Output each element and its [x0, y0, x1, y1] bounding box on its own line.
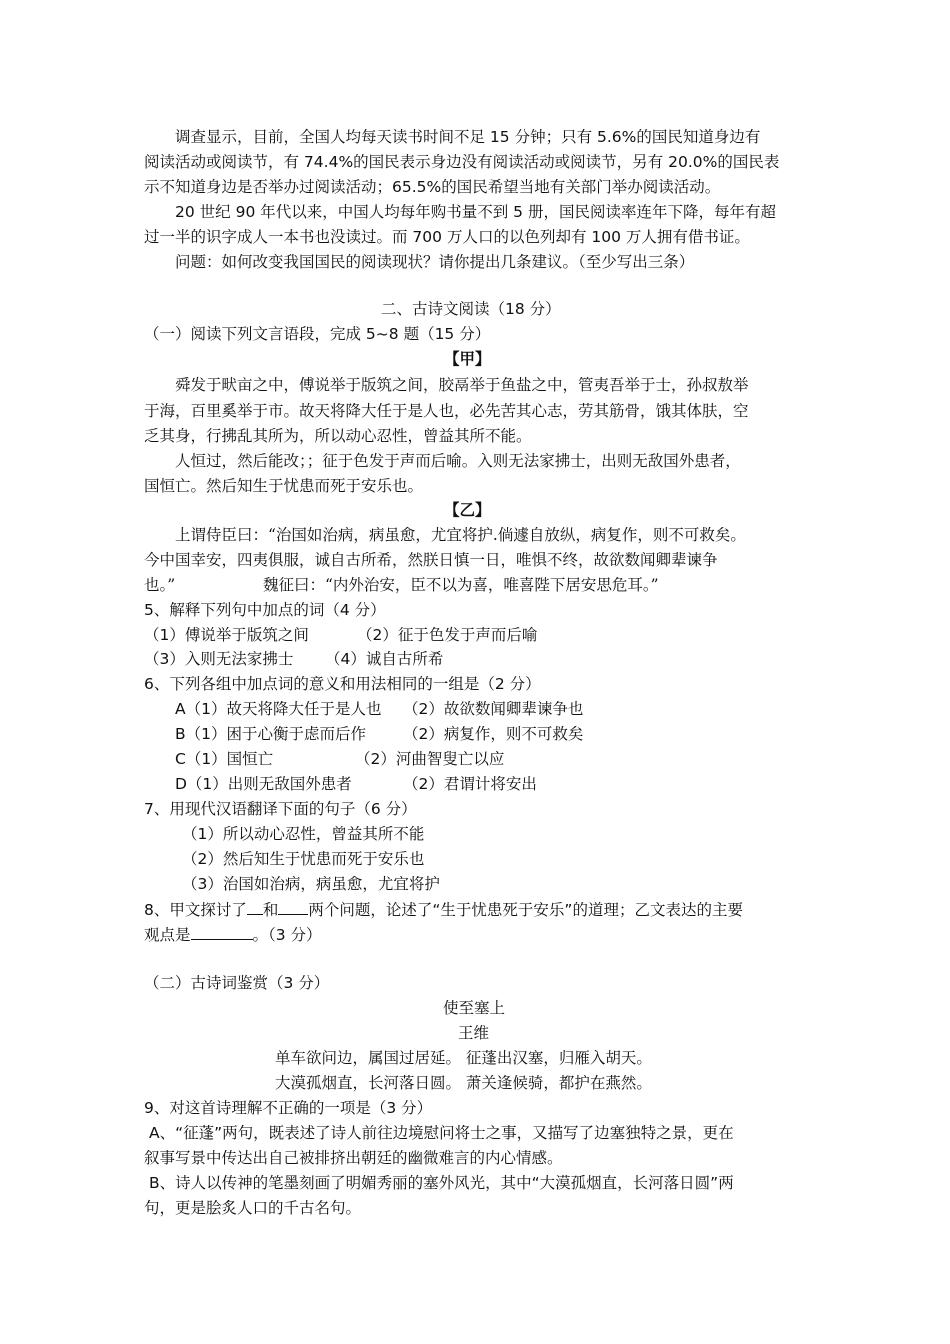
yi-label: 【乙】 — [444, 501, 491, 519]
survey-p1-line2: 阅读活动或阅读节，有 74.4%的国民表示身边没有阅读活动或阅读节，另有 20.0%的国民表 — [144, 153, 780, 171]
q7-item3: （3）治国如治病，病虽愈，尤宜将护 — [182, 875, 440, 893]
q5-stem: 5、解释下列句中加点的词（4 分） — [144, 601, 386, 619]
q8-blank-3[interactable] — [191, 923, 253, 940]
poem-title: 使至塞上 — [443, 999, 506, 1017]
survey-p1-line3: 示不知道身边是否举办过阅读活动；65.5%的国民希望当地有关部门举办阅读活动。 — [144, 178, 721, 196]
survey-p1-line1: 调查显示，目前，全国人均每天读书时间不足 15 分钟；只有 5.6%的国民知道身边有 — [175, 128, 761, 146]
q6-stem: 6、下列各组中加点词的意义和用法相同的一组是（2 分） — [144, 675, 541, 693]
jia-text-line3: 乏其身，行拂乱其所为，所以动心忍性，曾益其所不能。 — [144, 427, 532, 445]
q7-item2: （2）然后知生于忧患而死于安乐也 — [182, 850, 425, 868]
section-title: 二、古诗文阅读（18 分） — [381, 300, 561, 318]
poem-author: 王维 — [458, 1024, 490, 1042]
q8-text-part3: 两个问题，论述了“生于忧患死于安乐”的道理；乙文表达的主要 — [308, 901, 743, 919]
q5-item3: （3）入则无法家拂士 — [144, 650, 294, 668]
q6-option-d2: （2）君谓计将安出 — [403, 775, 537, 793]
q6-option-d1: D（1）出则无敌国外患者 — [175, 775, 352, 793]
yi-text-line3b: 魏征曰：“内外治安，臣不以为喜，唯喜陛下居安思危耳。” — [263, 576, 659, 594]
q8-line1 — [144, 898, 743, 921]
yi-text-line3a: 也。” — [144, 576, 176, 594]
q6-option-b2: （2）病复作，则不可救矣 — [403, 725, 584, 743]
yi-text-line2: 今中国幸安，四夷俱服，诚自古所希，然朕日慎一日，唯惧不终，故欲数闻卿辈谏争 — [144, 551, 718, 569]
q8-line2 — [144, 923, 322, 946]
jia-text-line1: 舜发于畎亩之中，傅说举于版筑之间，胶鬲举于鱼盐之中，管夷吾举于士，孙叔敖举 — [175, 376, 749, 394]
survey-question: 问题：如何改变我国国民的阅读现状？请你提出几条建议。（至少写出三条） — [175, 253, 695, 271]
jia-text-line2: 于海，百里奚举于市。故天将降大任于是人也，必先苦其心志，劳其筋骨，饿其体肤，空 — [144, 402, 749, 420]
jia-text-line5: 国恒亡。然后知生于忧患而死于安乐也。 — [144, 477, 424, 495]
yi-text-line1: 上谓侍臣曰：“治国如治病，病虽愈，尤宜将护.倘遽自放纵，病复作，则不可救矣。 — [175, 526, 746, 544]
q6-option-a2: （2）故欲数闻卿辈谏争也 — [403, 700, 584, 718]
jia-text-line4: 人恒过，然后能改；；征于色发于声而后喻。入则无法家拂士，出则无敌国外患者， — [175, 452, 741, 470]
q8-text-part1: 8、甲文探讨了 — [144, 901, 247, 919]
q7-stem: 7、用现代汉语翻译下面的句子（6 分） — [144, 800, 417, 818]
q5-item1: （1）傅说举于版筑之间 — [144, 626, 309, 644]
q6-option-a1: A（1）故天将降大任于是人也 — [175, 700, 382, 718]
q5-item2: （2）征于色发于声而后喻 — [357, 626, 538, 644]
q8-text-part2: 和 — [262, 901, 279, 919]
q8-blank-1[interactable] — [247, 898, 263, 915]
q8-text-part5: 。（3 分） — [252, 926, 322, 944]
q8-blank-2[interactable] — [278, 898, 308, 915]
q9-stem: 9、对这首诗理解不正确的一项是（3 分） — [144, 1099, 433, 1117]
q6-option-c2: （2）河曲智叟亡以应 — [355, 750, 505, 768]
q9-option-a-line2: 叙事写景中传达出自己被排挤出朝廷的幽微难言的内心情感。 — [144, 1149, 563, 1167]
part2-heading: （二）古诗词鉴赏（3 分） — [144, 974, 330, 992]
q5-item4: （4）诚自古所希 — [325, 650, 444, 668]
q6-option-b1: B（1）困于心衡于虑而后作 — [175, 725, 366, 743]
q6-option-c1: C（1）国恒亡 — [175, 750, 274, 768]
q9-option-b-line2: 句，更是脍炙人口的千古名句。 — [144, 1199, 362, 1217]
q7-item1: （1）所以动心忍性，曾益其所不能 — [182, 825, 425, 843]
q8-text-part4: 观点是 — [144, 926, 191, 944]
poem-line1: 单车欲问边，属国过居延。 征蓬出汉塞，归雁入胡天。 — [275, 1049, 652, 1067]
survey-p2-line1: 20 世纪 90 年代以来，中国人均每年购书量不到 5 册，国民阅读率连年下降，每年有超 — [175, 203, 776, 221]
part1-heading: （一）阅读下列文言语段，完成 5~8 题（15 分） — [144, 325, 491, 343]
survey-p2-line2: 过一半的识字成人一本书也没读过。而 700 万人口的以色列却有 100 万人拥有借书证。 — [144, 228, 750, 246]
q9-option-a-line1: A、“征蓬”两句，既表述了诗人前往边境慰问将士之事，又描写了边塞独特之景，更在 — [149, 1124, 734, 1142]
poem-line2: 大漠孤烟直，长河落日圆。 萧关逢候骑，都护在燕然。 — [275, 1074, 652, 1092]
jia-label: 【甲】 — [444, 350, 491, 368]
q9-option-b-line1: B、诗人以传神的笔墨刻画了明媚秀丽的塞外风光，其中“大漠孤烟直，长河落日圆”两 — [149, 1174, 734, 1192]
